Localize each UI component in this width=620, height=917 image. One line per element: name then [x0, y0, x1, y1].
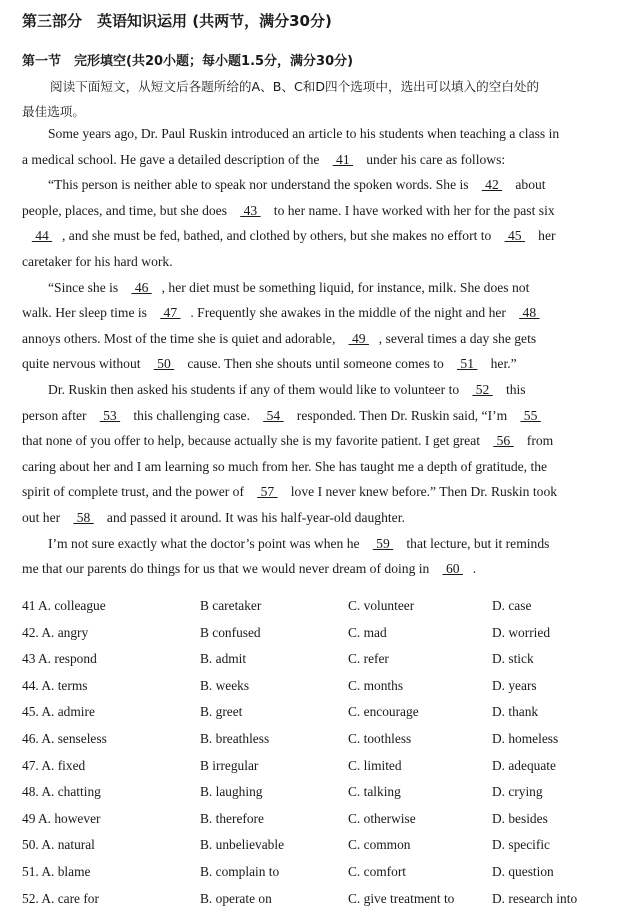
option-c[interactable]: C. months: [348, 677, 404, 693]
option-b[interactable]: B confused: [200, 624, 261, 640]
answer-blank[interactable]: 58: [73, 510, 94, 525]
option-a[interactable]: 52. A. care for: [22, 890, 99, 906]
option-d[interactable]: D. besides: [492, 810, 548, 826]
passage-text: this: [502, 382, 526, 397]
passage-line: [22, 459, 547, 475]
answer-blank[interactable]: 47: [160, 305, 181, 321]
option-d[interactable]: D. years: [492, 677, 537, 693]
answer-blank[interactable]: 54: [263, 407, 284, 423]
passage-text: a medical school. He gave a detailed description of the: [22, 151, 323, 167]
answer-blank[interactable]: 45: [504, 228, 525, 244]
answer-blank[interactable]: 56: [493, 433, 514, 449]
option-a[interactable]: 41 A. colleague: [22, 598, 106, 613]
option-c[interactable]: C. limited: [348, 757, 402, 773]
passage-line: [22, 484, 557, 500]
option-a[interactable]: 48. A. chatting: [22, 784, 101, 800]
option-d[interactable]: D. specific: [492, 837, 551, 853]
passage-text: I’m not sure exactly what the doctor’s point was when he: [48, 535, 363, 551]
option-b[interactable]: B. complain to: [200, 864, 280, 879]
passage-line: [22, 561, 476, 577]
option-a[interactable]: 45. A. admire: [22, 704, 95, 720]
passage-text: and passed it around. It was his half-year-old daughter.: [103, 510, 405, 525]
option-a[interactable]: 49 A. however: [22, 810, 101, 826]
passage-text: walk. Her sleep time is: [22, 305, 151, 321]
passage-text: “This person is neither able to speak nor understand the spoken words. She is: [48, 177, 472, 193]
answer-blank[interactable]: 50: [153, 356, 175, 372]
passage-line: [48, 177, 546, 193]
option-b[interactable]: B. therefore: [200, 810, 264, 826]
passage-line: [22, 408, 551, 424]
passage-text: annoys others. Most of the time she is quiet and adorable,: [22, 330, 339, 346]
passage-text: caring about her and I am learning so much from her. She has taught me a depth of gratitude, the: [22, 458, 548, 474]
answer-blank[interactable]: 44: [31, 228, 53, 244]
passage-text: me that our parents do things for us that we would never dream of doing in: [22, 561, 433, 577]
option-c[interactable]: C. encourage: [348, 704, 419, 720]
answer-blank[interactable]: 53: [99, 407, 121, 423]
passage-text: Dr. Ruskin then asked his students if any of them would like to volunteer to: [48, 382, 463, 397]
option-a[interactable]: 44. A. terms: [22, 677, 88, 693]
option-d[interactable]: D. adequate: [492, 757, 556, 773]
answer-blank[interactable]: 52: [472, 382, 493, 397]
option-c[interactable]: C. give treatment to: [348, 890, 455, 906]
answer-blank[interactable]: 42: [481, 177, 503, 193]
passage-text: Some years ago, Dr. Paul Ruskin introduced an article to his students when teaching a class in: [48, 126, 560, 141]
passage-text: about: [511, 177, 546, 193]
option-d[interactable]: D. worried: [492, 624, 551, 640]
answer-blank[interactable]: 59: [372, 535, 394, 551]
option-b[interactable]: B caretaker: [200, 598, 262, 613]
passage-text: that none of you offer to help, because actually she is my favorite patient. I get great: [22, 433, 484, 449]
passage-text: people, places, and time, but she does: [22, 202, 231, 218]
section-heading: 第一节 完形填空(共20小题；每小题1.5分，满分30分): [22, 54, 354, 69]
passage-text: , her diet must be something liquid, for instance, milk. She does not: [161, 279, 530, 295]
passage-line: [22, 331, 536, 347]
passage-line: [48, 126, 559, 142]
passage-text: her.”: [487, 356, 517, 372]
passage-text: spirit of complete trust, and the power of: [22, 484, 248, 500]
option-c[interactable]: C. comfort: [348, 864, 407, 879]
option-b[interactable]: B irregular: [200, 757, 259, 773]
passage-line: [22, 433, 553, 449]
option-a[interactable]: 50. A. natural: [22, 837, 95, 853]
option-b[interactable]: B. unbelievable: [200, 837, 285, 853]
option-c[interactable]: C. volunteer: [348, 598, 415, 613]
answer-blank[interactable]: 57: [257, 484, 278, 500]
passage-text: under his care as follows:: [362, 151, 506, 167]
option-c[interactable]: C. toothless: [348, 731, 412, 746]
passage-text: “Since she is: [48, 279, 122, 295]
answer-blank[interactable]: 60: [442, 561, 463, 577]
option-d[interactable]: D. stick: [492, 651, 534, 667]
option-b[interactable]: B. greet: [200, 704, 243, 720]
option-b[interactable]: B. operate on: [200, 890, 272, 906]
option-a[interactable]: 46. A. senseless: [22, 731, 107, 746]
answer-blank[interactable]: 48: [519, 305, 540, 321]
option-a[interactable]: 47. A. fixed: [22, 757, 86, 773]
passage-text: responded. Then Dr. Ruskin said, “I’m: [293, 407, 511, 423]
option-a[interactable]: 51. A. blame: [22, 864, 91, 879]
option-d[interactable]: D. case: [492, 598, 532, 613]
passage-text: that lecture, but it reminds: [402, 535, 550, 551]
passage-line: [22, 203, 555, 219]
option-c[interactable]: C. otherwise: [348, 810, 416, 826]
option-a[interactable]: 43 A. respond: [22, 651, 97, 667]
passage-text: , several times a day she gets: [378, 330, 537, 346]
option-d[interactable]: D. thank: [492, 704, 539, 720]
passage-line: [22, 305, 549, 321]
option-c[interactable]: C. common: [348, 837, 411, 853]
passage-text: from: [523, 433, 554, 449]
option-b[interactable]: B. laughing: [200, 784, 263, 800]
passage-line: [22, 356, 517, 372]
passage-text: love I never knew before.” Then Dr. Ruskin took: [287, 484, 558, 500]
answer-blank[interactable]: 43: [240, 202, 261, 218]
instruction-line: 阅读下面短文，从短文后各题所给的A、B、C和D四个选项中，选出可以填入的空白处的: [50, 79, 540, 94]
passage-line: [22, 152, 505, 168]
option-d[interactable]: D. research into: [492, 890, 578, 906]
answer-blank[interactable]: 49: [348, 330, 369, 346]
option-c[interactable]: C. mad: [348, 624, 387, 640]
passage-line: [22, 228, 556, 244]
passage-line: [48, 280, 529, 296]
passage-text: her: [534, 228, 556, 244]
passage-text: out her: [22, 510, 64, 525]
passage-text: to her name. I have worked with her for the past six: [270, 202, 555, 218]
option-d[interactable]: D. question: [492, 864, 554, 879]
option-c[interactable]: C. talking: [348, 784, 401, 800]
passage-text: this challenging case.: [129, 407, 254, 423]
option-d[interactable]: D. crying: [492, 784, 543, 800]
passage-line: [22, 510, 405, 526]
option-b[interactable]: B. weeks: [200, 677, 250, 693]
passage-text: . Frequently she awakes in the middle of the night and her: [190, 305, 510, 321]
option-a[interactable]: 42. A. angry: [22, 624, 89, 640]
passage-text: quite nervous without: [22, 356, 144, 372]
passage-text: caretaker for his hard work.: [22, 254, 173, 269]
instruction-line: 最佳选项。: [22, 104, 85, 119]
option-c[interactable]: C. refer: [348, 651, 389, 667]
passage-line: [48, 382, 526, 398]
passage-line: [22, 254, 173, 270]
answer-blank[interactable]: 41: [332, 151, 354, 167]
option-b[interactable]: B. admit: [200, 651, 247, 667]
passage-text: .: [472, 561, 477, 577]
answer-blank[interactable]: 46: [131, 279, 152, 295]
passage-text: cause. Then she shouts until someone comes to: [183, 356, 448, 372]
option-d[interactable]: D. homeless: [492, 731, 559, 746]
option-b[interactable]: B. breathless: [200, 731, 270, 746]
passage-text: person after: [22, 407, 90, 423]
answer-blank[interactable]: 51: [457, 356, 478, 372]
passage-text: , and she must be fed, bathed, and clothed by others, but she makes no effort to: [62, 228, 495, 244]
answer-blank[interactable]: 55: [520, 407, 541, 423]
part-heading: 第三部分 英语知识运用 (共两节，满分30分): [22, 12, 332, 30]
passage-line: [48, 536, 549, 552]
